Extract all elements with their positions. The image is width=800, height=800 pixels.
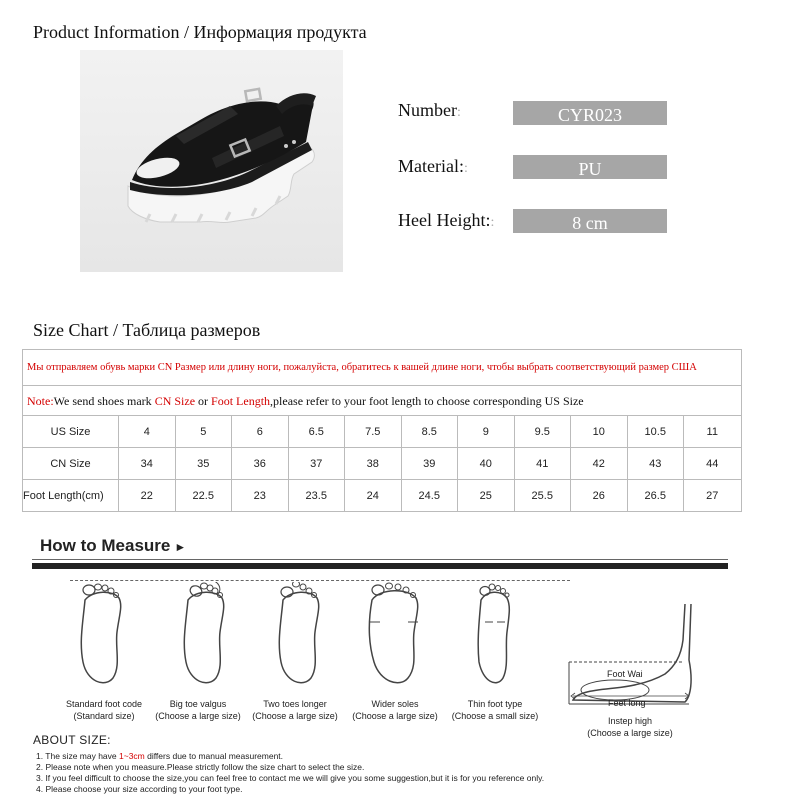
spec-value-heel-height: 8 cm: [513, 209, 667, 233]
caption-two-toes-longer: Two toes longer (Choose a large size): [252, 699, 338, 721]
note-text-1: We send shoes mark: [53, 394, 155, 408]
spec-colon: :: [456, 105, 461, 120]
about-line-2: 2. Please note when you measure.Please strictly follow the size chart to select the size.: [36, 762, 365, 772]
about-size-title: ABOUT SIZE:: [33, 733, 111, 747]
dashed-guide-line: [70, 580, 570, 581]
table-cell: 10.5: [628, 416, 685, 447]
table-cell: 23: [232, 480, 289, 511]
spec-label-heel-height: Heel Height::: [398, 210, 495, 230]
divider: [32, 559, 728, 560]
divider-thick: [32, 563, 728, 569]
spec-colon: :: [490, 215, 495, 230]
table-cell: 42: [571, 448, 628, 479]
big-toe-valgus-foot-icon: [168, 582, 238, 692]
table-cell: 4: [119, 416, 176, 447]
foot-wai-label: Foot Wai: [607, 669, 643, 679]
table-cell: 36: [232, 448, 289, 479]
table-cell: 8.5: [402, 416, 459, 447]
product-info-title: Product Information / Информация продукта: [33, 22, 367, 42]
table-cell: 26.5: [628, 480, 685, 511]
table-row-header: US Size: [23, 416, 119, 447]
side-foot-diagram-icon: [565, 600, 705, 710]
spec-label-material: Material::: [398, 156, 468, 176]
table-cell: 40: [458, 448, 515, 479]
table-cell: 27: [706, 489, 719, 502]
note-russian: Мы отправляем обувь марки CN Размер или длину ноги, пожалуйста, обратитесь к вашей длине ноги, чтобы выбрать соответствующий размер США: [23, 350, 741, 386]
table-cell: 22: [119, 480, 176, 511]
table-cell: 25: [458, 480, 515, 511]
about-line-4: 4. Please choose your size according to your foot type.: [36, 784, 243, 794]
table-cell: 39: [402, 448, 459, 479]
size-chart-title: Size Chart / Таблица размеров: [33, 320, 261, 340]
how-to-measure-title: How to Measure ►: [40, 536, 187, 555]
table-cell: 38: [345, 448, 402, 479]
spec-label-number: Number:: [398, 100, 461, 120]
caption-wider-soles: Wider soles (Choose a large size): [352, 699, 438, 721]
table-row-us-size: [23, 416, 741, 448]
note-foot-length: Foot Length: [211, 394, 271, 408]
wider-soles-foot-icon: [358, 582, 428, 692]
sandal-illustration: [80, 50, 343, 272]
caption-instep-high: Instep high (Choose a large size): [587, 716, 673, 738]
product-photo: [80, 50, 343, 272]
feet-long-label: Feet long: [608, 698, 646, 708]
table-cell: 41: [515, 448, 572, 479]
thin-foot-icon: [457, 582, 527, 692]
table-cell: 44: [706, 457, 719, 470]
table-cell: 9.5: [515, 416, 572, 447]
table-cell: 10: [571, 416, 628, 447]
table-cell: 23.5: [289, 480, 346, 511]
table-row-header: CN Size: [23, 448, 119, 479]
table-cell: 7.5: [345, 416, 402, 447]
table-cell: 34: [119, 448, 176, 479]
standard-foot-icon: [65, 582, 135, 692]
note-text-3: ,please refer to your foot length to choose corresponding US Size: [270, 394, 584, 408]
caption-standard: Standard foot code (Standard size): [65, 699, 143, 721]
about-line-3: 3. If you feel difficult to choose the size,you can feel free to contact me we will give you some suggestion,but it is for you reference only.: [36, 773, 545, 783]
table-cell: 6: [232, 416, 289, 447]
caption-big-toe-valgus: Big toe valgus (Choose a large size): [155, 699, 241, 721]
table-cell: 43: [628, 448, 685, 479]
caption-thin-foot: Thin foot type (Choose a small size): [451, 699, 539, 721]
table-cell: 24: [345, 480, 402, 511]
spec-value-material: PU: [513, 155, 667, 179]
table-cell: 35: [176, 448, 233, 479]
note-cn-size: CN Size: [154, 394, 196, 408]
table-row-cn-size: [23, 448, 741, 480]
table-cell: 26: [571, 480, 628, 511]
table-cell: 5: [176, 416, 233, 447]
table-row-foot-length: [23, 480, 741, 511]
note-text-2: or: [195, 394, 212, 408]
size-chart-table: [22, 349, 742, 512]
spec-colon: :: [463, 161, 468, 176]
two-toes-longer-foot-icon: [263, 582, 333, 692]
table-cell: 22.5: [176, 480, 233, 511]
note-english: [23, 386, 741, 416]
table-cell: 9: [458, 416, 515, 447]
arrow-right-icon: ►: [174, 540, 187, 554]
spec-value-number: CYR023: [513, 101, 667, 125]
note-prefix: Note:: [27, 394, 54, 408]
about-line-1: 1. The size may have 1~3cm differs due to manual measurement.: [36, 751, 284, 761]
table-cell: 11: [706, 425, 718, 438]
table-cell: 6.5: [289, 416, 346, 447]
table-cell: 37: [289, 448, 346, 479]
table-cell: 24.5: [402, 480, 459, 511]
table-cell: 25.5: [515, 480, 572, 511]
table-row-header: Foot Length(cm): [23, 480, 119, 511]
